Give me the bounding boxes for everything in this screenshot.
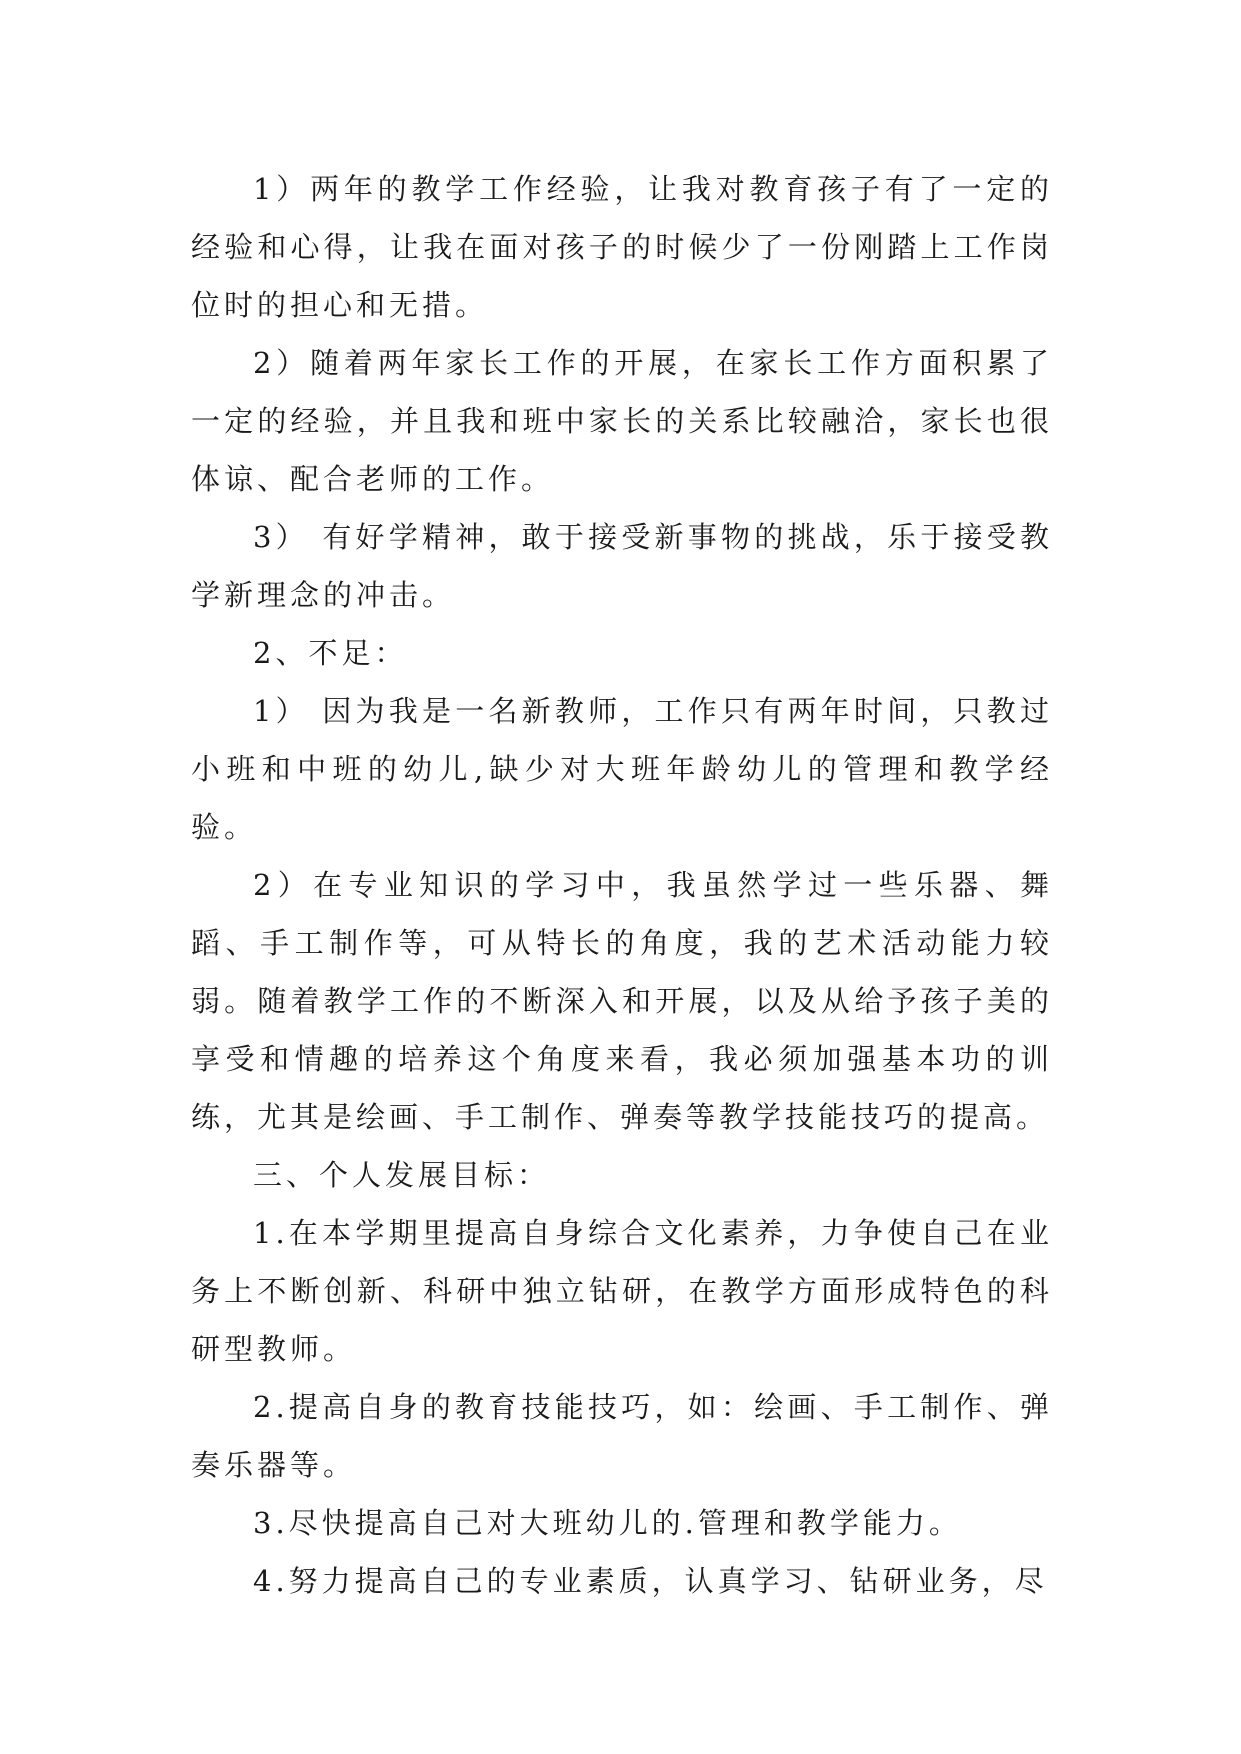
paragraph-goal-4: 4.努力提高自己的专业素质，认真学习、钻研业务，尽 (253, 1564, 1048, 1598)
paragraph-goal-3: 3.尽快提高自己对大班幼儿的.管理和教学能力。 (253, 1506, 962, 1540)
heading-development-goals: 三、个人发展目标： (253, 1158, 551, 1192)
heading-shortcomings: 2、不足： (253, 636, 408, 670)
paragraph-goal-1: 1.在本学期里提高自身综合文化素养，力争使自己在业务上不断创新、科研中独立钻研，在教学方面形成特色的科研型教师。 (191, 1216, 1053, 1366)
paragraph-strength-2: 2）随着两年家长工作的开展，在家长工作方面积累了一定的经验，并且我和班中家长的关系比较融洽，家长也很体谅、配合老师的工作。 (191, 346, 1053, 496)
paragraph-goal-2: 2.提高自身的教育技能技巧，如：绘画、手工制作、弹奏乐器等。 (191, 1390, 1053, 1482)
paragraph-shortcoming-2: 2）在专业知识的学习中，我虽然学过一些乐器、舞蹈、手工制作等，可从特长的角度，我的艺术活动能力较弱。随着教学工作的不断深入和开展，以及从给予孩子美的享受和情趣的培养这个角度来看，我必须加强基本功的训练，尤其是绘画、手工制作、弹奏等教学技能技巧的提高。 (191, 868, 1053, 1134)
paragraph-shortcoming-1: 1） 因为我是一名新教师，工作只有两年时间，只教过小班和中班的幼儿,缺少对大班年龄幼儿的管理和教学经验。 (191, 694, 1053, 844)
document-body (191, 160, 1053, 1610)
paragraph-strength-1: 1）两年的教学工作经验，让我对教育孩子有了一定的经验和心得，让我在面对孩子的时候少了一份刚踏上工作岗位时的担心和无措。 (191, 172, 1053, 322)
paragraph-strength-3: 3） 有好学精神，敢于接受新事物的挑战，乐于接受教学新理念的冲击。 (191, 520, 1053, 612)
